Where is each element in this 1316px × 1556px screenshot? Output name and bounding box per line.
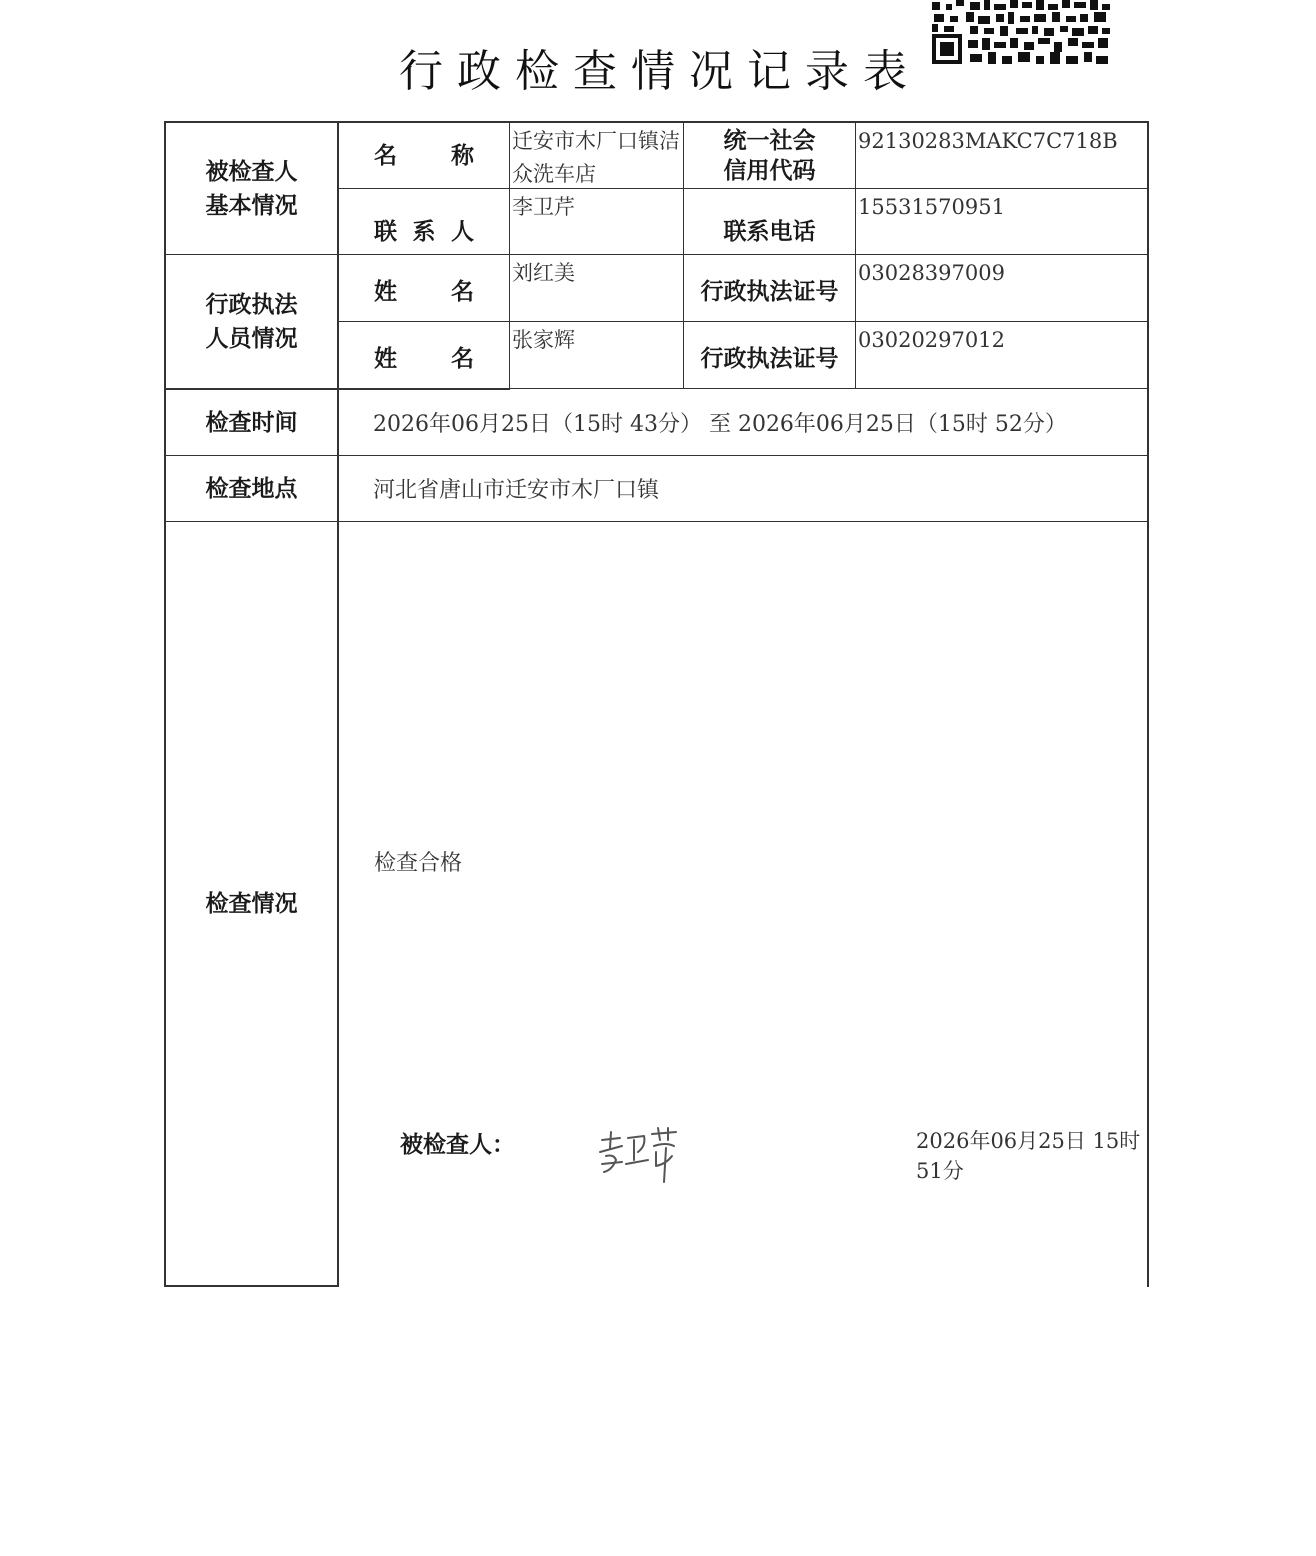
sign-time: 2026年06月25日 15时51分 <box>916 1129 1141 1183</box>
name-label <box>339 123 509 188</box>
officer-2-name-label-text: 姓 名 <box>374 346 474 372</box>
credit-code-label: 统一社会信用代码 <box>723 127 816 184</box>
officer-2-name: 张家辉 <box>512 328 575 352</box>
inspected-party-section-label: 被检查人基本情况 <box>205 158 298 219</box>
officer-1-name-label-text: 姓 名 <box>374 279 474 305</box>
name-label-text: 名 称 <box>374 142 474 169</box>
handwritten-signature <box>596 1126 686 1186</box>
name-value: 迁安市木厂口镇洁众洗车店 <box>512 129 680 186</box>
inspection-result-value: 检查合格 <box>374 851 463 876</box>
phone-label: 联系电话 <box>723 218 816 245</box>
officer-2-license-label: 行政执法证号 <box>700 346 839 372</box>
officers-section-label: 行政执法人员情况 <box>205 291 298 352</box>
phone-value: 15531570951 <box>858 195 1005 219</box>
contact-value: 李卫芹 <box>512 195 575 219</box>
officer-1-license: 03028397009 <box>858 261 1005 285</box>
officer-1-name-label <box>339 255 509 321</box>
row-divider-4b <box>510 388 1148 389</box>
officer-2-name-label <box>339 322 509 388</box>
credit-code-value: 92130283MAKC7C718B <box>858 129 1118 153</box>
contact-label-text: 联 系 人 <box>374 218 474 245</box>
inspection-time-value: 2026年06月25日（15时 43分） 至 2026年06月25日（15时 52分） <box>373 412 1067 437</box>
qr-code-icon <box>930 0 1112 68</box>
table-border-right <box>1147 121 1149 1287</box>
officer-2-license: 03020297012 <box>858 328 1005 352</box>
officer-1-name: 刘红美 <box>512 261 575 285</box>
inspection-time-label: 检查时间 <box>205 409 298 436</box>
officer-1-license-label: 行政执法证号 <box>700 279 839 305</box>
inspection-result-label: 检查情况 <box>205 890 298 917</box>
signer-label: 被检查人： <box>400 1132 515 1158</box>
inspection-location-label: 检查地点 <box>205 475 298 502</box>
contact-label <box>339 189 509 254</box>
document-title: 行政检查情况记录表 <box>399 46 921 97</box>
table-border-bottom <box>164 1285 338 1287</box>
inspection-record-table <box>164 121 1149 1287</box>
inspection-location-value: 河北省唐山市迁安市木厂口镇 <box>373 478 660 503</box>
